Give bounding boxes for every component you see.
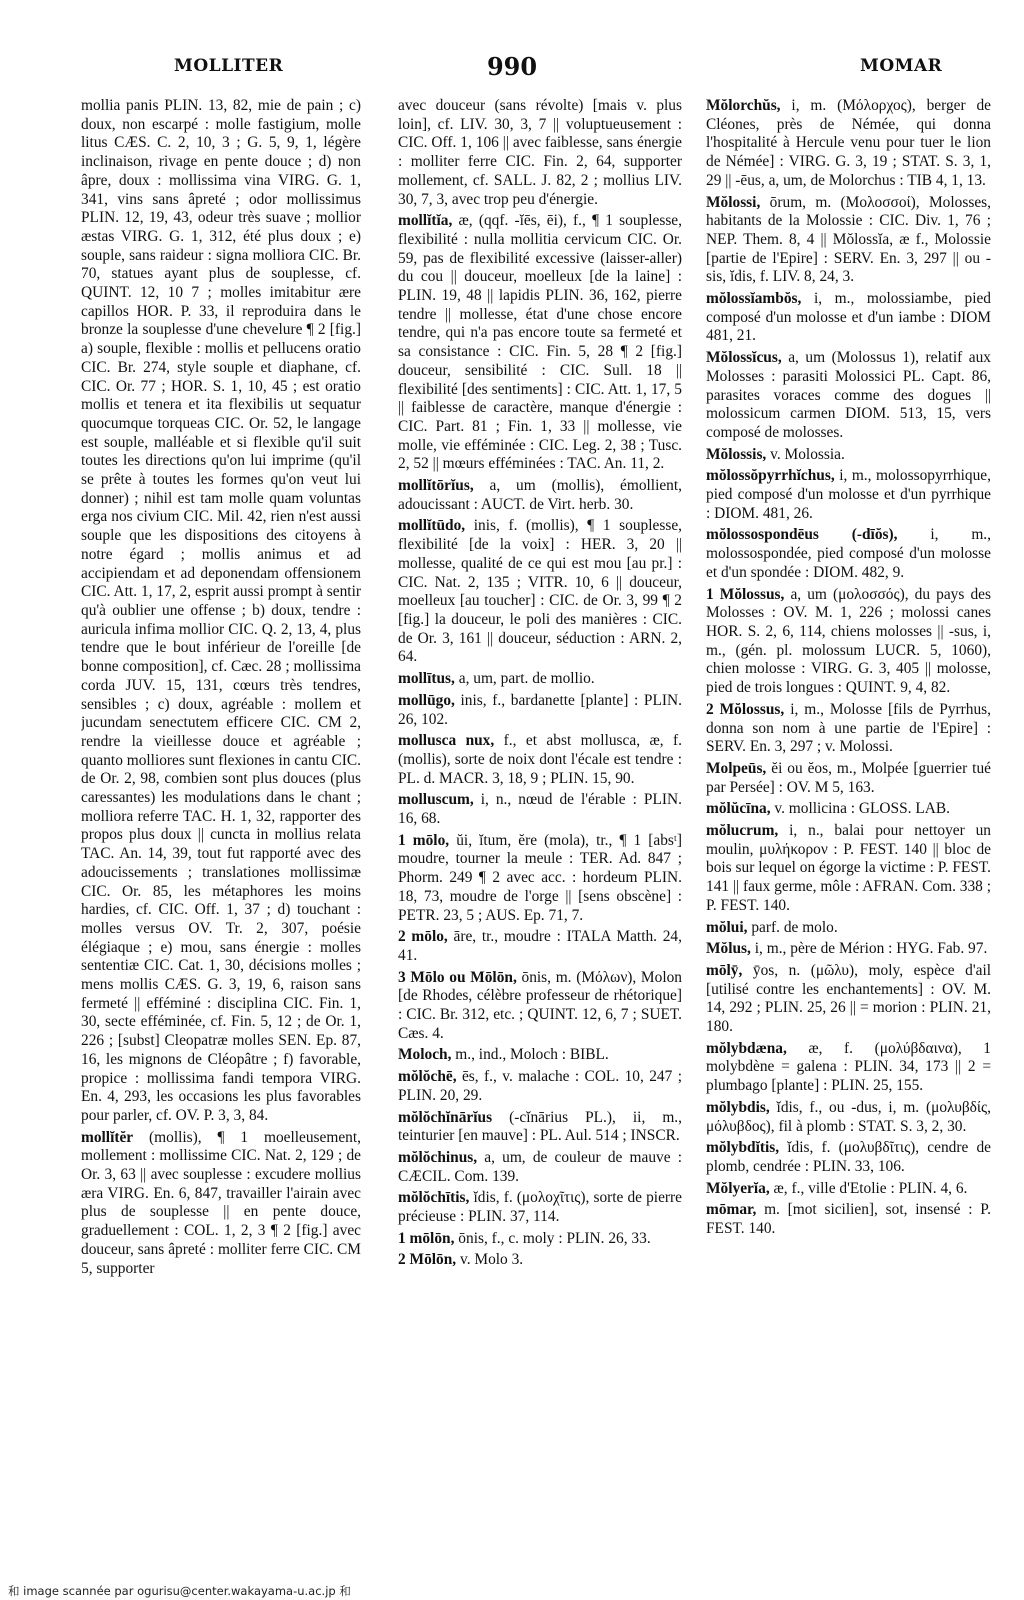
entry-headword: mollĭtĕr [81, 1128, 134, 1146]
dictionary-entry [398, 477, 682, 514]
entry-text: a, um (mollis), émollient, adoucissant : AUCT. de Virt. herb. 30. [398, 477, 682, 513]
entry-headword: 1 mōlōn, [398, 1229, 455, 1247]
page-number: 990 [486, 52, 538, 81]
dictionary-entry [706, 800, 991, 819]
entry-text: ōnis, m. (Μόλων), Molon [de Rhodes, célèbre professeur de rhétorique] : CIC. Br. 312, etc. ; QUINT. 12, 6, 7 ; SUET. Cæs. 4. [398, 968, 682, 1042]
entry-headword: molluscum, [398, 791, 474, 809]
entry-headword: 2 Mōlōn, [398, 1251, 457, 1269]
entry-text: a, um, part. de mollio. [458, 670, 595, 688]
dictionary-entry [706, 349, 991, 443]
entry-headword: mŏlŏchĭnārĭus [398, 1108, 493, 1126]
entry-text: æ, f. (μολύβδαινα), 1 molybdène = galena : PLIN. 34, 173 || 2 = plumbago [plante] : PLIN. 25, 155. [706, 1039, 991, 1095]
dictionary-entry [398, 1149, 682, 1186]
entry-headword: mŏlossĭambŏs, [706, 290, 802, 308]
entry-text: v. mollicina : GLOSS. LAB. [774, 800, 950, 818]
entry-text: i, n., nœud de l'érable : PLIN. 16, 68. [398, 791, 682, 828]
page-header [0, 52, 1024, 92]
dictionary-entry [706, 701, 991, 757]
entry-text: avec douceur (sans révolte) [mais v. plus loin], cf. LIV. 30, 3, 7 || voluptueusement : CIC. Off. 1, 106 || avec faiblesse, sans énergie : molliter ferre CIC. Fin. 2, 64, supporter mollement, cf. SALL. J. 82, 2 ; mollius LIV. 30, 7, 3, avec trop peu d'énergie. [398, 97, 682, 208]
entry-headword: mŏlybdis, [706, 1098, 770, 1116]
entry-text: ȳos, n. (μῶλυ), moly, espèce d'ail [utilisé contre les enchantements] : OV. M. 14, 292 ; PLIN. 25, 26 || = morion : PLIN. 21, 180. [706, 961, 991, 1036]
entry-headword: mollĭtĭa, [398, 212, 453, 230]
entry-text: (mollis), ¶ 1 moelleusement, mollement : mollissime CIC. Nat. 2, 129 ; de Or. 3, 63 || avec souplesse : excudere mollius æra VIRG. En. 6, 847, travailler l'airain avec plus de souplesse || en pente douce, graduellement : COL. 1, 2, 3 ¶ 2 [fig.] avec douceur, sans âpreté : molliter ferre CIC. CM 5, supporter [81, 1128, 361, 1277]
entry-text: æ, f., ville d'Etolie : PLIN. 4, 6. [773, 1179, 968, 1197]
dictionary-entry [706, 446, 991, 465]
entry-text: i, m., molossopyrrhique, pied composé d'un molosse et d'un pyrrhique : DIOM. 481, 26. [706, 467, 991, 522]
dictionary-entry [706, 467, 991, 523]
dictionary-entry [81, 1129, 361, 1279]
header-left-guideword: MOLLITER [174, 56, 284, 76]
entry-headword: mŏlŏchinus, [398, 1148, 478, 1166]
entry-text: v. Molossia. [770, 445, 845, 463]
entry-text: m. [mot sicilien], sot, insensé : P. FEST. 140. [706, 1201, 991, 1238]
dictionary-entry [706, 962, 991, 1037]
entry-headword: mŏlossospondēus (-dīŏs), [706, 526, 898, 544]
dictionary-entry [398, 1046, 682, 1065]
entry-text: ĭdis, f. (μολυβδῖτις), cendre de plomb, cendrée : PLIN. 33, 106. [706, 1139, 991, 1175]
entry-headword: Molpeūs, [706, 759, 767, 777]
entry-headword: mollusca nux, [398, 732, 495, 750]
entry-headword: mŏlui, [706, 918, 748, 936]
entry-text: inis, f., bardanette [plante] : PLIN. 26, 102. [398, 691, 682, 728]
dictionary-entry [398, 969, 682, 1044]
entry-headword: mŏlybdæna, [706, 1039, 787, 1057]
entry-text: ĭdis, f., ou -dus, i, m. (μολυβδίς, μόλυβδος), fil à plomb : STAT. S. 3, 2, 30. [706, 1098, 991, 1135]
entry-text: i, m., père de Mérion : HYG. Fab. 97. [754, 940, 988, 958]
entry-headword: Mŏlossis, [706, 445, 767, 463]
dictionary-entry [398, 832, 682, 926]
dictionary-entry [706, 194, 991, 288]
dictionary-entry [706, 1201, 991, 1238]
entry-headword: Mŏlorchŭs, [706, 97, 781, 114]
entry-text: inis, f. (mollis), ¶ 1 souplesse, flexibilité [de la voix] : HER. 3, 20 || mollesse, qualité de ce qui est mou [au pr.] : CIC. Nat. 2, 135 ; VITR. 10, 6 || douceur, moelleux [au toucher] : CIC. de Or. 3, 99 ¶ 2 [fig.] la douceur, le poli des manières : CIC. de Or. 3, 161 || douceur, séduction : ARN. 2, 64. [398, 517, 682, 666]
entry-headword: 2 Mŏlossus, [706, 700, 785, 718]
entry-headword: Moloch, [398, 1046, 452, 1064]
column-2 [398, 97, 682, 1577]
entry-text: m., ind., Moloch : BIBL. [455, 1046, 609, 1064]
entry-text: mollia panis PLIN. 13, 82, mie de pain ; c) doux, non escarpé : molle fastigium, molle litus CÆS. C. 2, 10, 3 ; G. 5, 9, 1, légère inclinaison, rivage en pente douce ; d) non âpre, doux : mollissima vina VIRG. G. 1, 341, vins sans âpreté ; odor mollissimus PLIN. 12, 19, 43, odeur très suave ; mollior æstas VIRG. G. 1, 312, été plus doux ; e) souple, sans raideur : signa molliora CIC. Br. 70, statues ayant plus de souplesse, cf. QUINT. 12, 10 7 ; molles imitabitur ære capillos HOR. P. 33, il reproduira dans le bronze la souplesse d'une chevelure ¶ 2 [fig.] a) souple, flexible : mollis et pellucens oratio CIC. Br. 274, style souple et diaphane, cf. CIC. Or. 77 ; HOR. S. 1, 10, 45 ; est oratio mollis et tenera et ita flexibilis ut sequatur quocumque torqueas CIC. Or. 52, le langage est souple, malléable et si flexible qu'il suit toutes les directions qu'on lui imprime (qu'il se prête à toutes les formes qu'on veut lui donner) ; nihil est tam molle quam voluntas erga nos civium CIC. Mil. 42, rien n'est aussi souple que les dispositions des citoyens à notre égard ; mollis animus et ad accipiendam et ad deponendam offensionem CIC. Att. 1, 17, 2, esprit aussi prompt à sentir qu'à oublier une offense ; b) doux, tendre : auricula infima mollior CIC. Q. 2, 13, 4, plus tendre que le bout inférieur de l'oreille [de bonne composition], cf. Cæc. 28 ; mollissima corda JUV. 15, 131, cœurs très tendres, sensibles ; c) doux, agréable : mollem et jucundam senectutem efficere CIC. CM 2, rendre la vieillesse douce et agréable ; quanto molliores sunt flexiones in cantu CIC. de Or. 2, 98, combien sont plus douces (plus caressantes) les modulations dans le chant ; molliora referre TAC. H. 1, 32, rapporter des propos plus doux || cuncta in mollius relata TAC. An. 14, 39, tout fut rapporté avec des adoucissements ; translationes mollissimæ CIC. Or. 85, les métaphores les moins hardies, cf. CIC. Off. 1, 37 ; d) touchant : molles versus OV. Tr. 2, 307, poésie élégiaque ; e) mou, sans énergie : molles sententiæ CIC. Cat. 1, 30, décisions molles ; mens mollis CÆS. G. 3, 19, 6, raison sans fermeté || efféminé : disciplina CIC. Fin. 1, 30, secte efféminée, cf. Fin. 5, 12 ; de Or. 1, 226 ; [subst] Cleopatræ molles SEN. Ep. 87, 16, les mignons de Cléopâtre ; f) favorable, propice : mollissima fandi tempora VIRG. En. 4, 293, les occasions les plus favorables pour parler, cf. OV. P. 3, 3, 84. [81, 97, 361, 1124]
entry-headword: mollĭtūdo, [398, 517, 466, 535]
dictionary-entry [398, 732, 682, 788]
entry-headword: mollītus, [398, 670, 455, 688]
entry-headword: mŏlossŏpyrrhĭchus, [706, 467, 835, 485]
entry-text: a, um (μολοσσός), du pays des Molosses : OV. M. 1, 226 ; molossi canes HOR. S. 2, 6, 114, chiens molosses || -sus, i, m., (gén. pl. molossum LUCR. 5, 1060), chien molosse : VIRG. G. 3, 405 || molosse, pied de trois longues : QUINT. 9, 4, 82. [706, 585, 991, 697]
column-1 [81, 97, 361, 1577]
entry-headword: 1 Mŏlossus, [706, 585, 785, 603]
dictionary-entry [398, 212, 682, 474]
dictionary-entry [706, 1139, 991, 1176]
entry-headword: Mŏlyerĭa, [706, 1179, 770, 1197]
scan-credit: 和 image scannée par ogurisu@center.wakayama-u.ac.jp 和 [8, 1584, 351, 1598]
entry-text: a, um, de couleur de mauve : CÆCIL. Com. 139. [398, 1148, 682, 1185]
entry-text: a, um (Molossus 1), relatif aux Molosses : parasiti Molossici PL. Capt. 86, parasites voraces comme des dogues || molossicum carmen DIOM. 513, 15, vers composé de molosses. [706, 349, 991, 441]
entry-text: v. Molo 3. [460, 1251, 524, 1269]
entry-text: ĕi ou ĕos, m., Molpée [guerrier tué par Persée] : OV. M 5, 163. [706, 759, 991, 796]
entry-text: āre, tr., moudre : ITALA Matth. 24, 41. [398, 928, 682, 964]
dictionary-entry [706, 940, 991, 959]
entry-headword: Mŏlossĭcus, [706, 349, 782, 367]
entry-text: i, n., balai pour nettoyer un moulin, μυλήκορον : P. FEST. 140 || bloc de bois sur lequel on égorge la victime : P. FEST. 141 || faux germe, môle : AFRAN. Com. 338 ; P. FEST. 140. [706, 822, 991, 914]
dictionary-entry [706, 760, 991, 797]
dictionary-entry [706, 919, 991, 938]
dictionary-entry [706, 1099, 991, 1136]
entry-text: i, m., molossospondée, pied composé d'un molosse et d'un spondée : DIOM. 482, 9. [706, 526, 991, 581]
entry-text: i, m., Molosse [fils de Pyrrhus, donna son nom à une partie de l'Epire] : SERV. En. 3, 297 ; v. Molossi. [706, 700, 991, 756]
entry-headword: 2 mōlo, [398, 928, 448, 946]
entry-headword: mŏlybdĭtis, [706, 1139, 780, 1157]
entry-text: i, m., molossiambe, pied composé d'un molosse et d'un iambe : DIOM 481, 21. [706, 290, 991, 345]
dictionary-entry [398, 1109, 682, 1146]
entry-text: parf. de molo. [751, 918, 838, 936]
entry-headword: mŏlŏchītis, [398, 1189, 470, 1207]
dictionary-entry [706, 586, 991, 698]
entry-headword: Mŏlus, [706, 940, 751, 958]
dictionary-entry [398, 670, 682, 689]
entry-headword: mōlȳ, [706, 961, 743, 979]
entry-headword: mōmar, [706, 1201, 757, 1219]
dictionary-entry [398, 1068, 682, 1105]
dictionary-entry [81, 97, 361, 1126]
dictionary-entry [398, 1251, 682, 1270]
entry-text: ēs, f., v. malache : COL. 10, 247 ; PLIN. 20, 29. [398, 1068, 682, 1104]
dictionary-entry [398, 1230, 682, 1249]
dictionary-entry [398, 791, 682, 828]
entry-text: ĭdis, f. (μολοχῖτις), sorte de pierre précieuse : PLIN. 37, 114. [398, 1189, 682, 1226]
entry-headword: 1 mōlo, [398, 831, 450, 849]
dictionary-entry [398, 97, 682, 209]
header-right-guideword: MOMAR [860, 56, 943, 76]
dictionary-entry [706, 1040, 991, 1096]
entry-text: ōnis, f., c. moly : PLIN. 26, 33. [458, 1229, 651, 1247]
entry-text: i, m. (Μόλορχος), berger de Cléones, près de Némée, qui donna l'hospitalité à Hercule venu pour tuer le lion de Némée] : VIRG. G. 3, 19 ; STAT. S. 3, 1, 29 || -ēus, a, um, de Molorchus : TIB 4, 1, 13. [706, 97, 991, 189]
entry-text: ōrum, m. (Μολοσσοί), Molosses, habitants de la Molossie : CIC. Div. 1, 76 ; NEP. Them. 8, 4 || Mŏlossĭa, æ f., Molossie [partie de l'Epire] : SERV. En. 3, 297 || ou -sis, ĭdis, f. LIV. 8, 24, 3. [706, 193, 991, 286]
entry-headword: 3 Mōlo ou Mōlōn, [398, 968, 517, 986]
entry-headword: mollĭtōrĭus, [398, 477, 474, 495]
dictionary-entry [706, 97, 991, 191]
dictionary-entry [706, 1180, 991, 1199]
entry-headword: mŏlŏchē, [398, 1068, 457, 1086]
dictionary-entry [398, 692, 682, 729]
entry-text: f., et abst mollusca, æ, f. (mollis), sorte de noix dont l'écale est tendre : PL. d. MACR. 3, 18, 9 ; PLIN. 15, 90. [398, 732, 682, 787]
dictionary-entry [398, 928, 682, 965]
dictionary-entry [398, 517, 682, 667]
entry-text: (-cĭnārius PL.), ii, m., teinturier [en mauve] : PL. Aul. 514 ; INSCR. [398, 1108, 682, 1145]
dictionary-entry [706, 526, 991, 582]
entry-text: ŭi, ĭtum, ĕre (mola), tr., ¶ 1 [absᵗ] moudre, tourner la meule : TER. Ad. 847 ; Phorm. 249 ¶ 2 avec acc. : hordeum PLIN. 18, 73, moudre de l'orge || [sens obscène] : PETR. 23, 5 ; AUS. Ep. 71, 7. [398, 831, 682, 924]
entry-headword: Mŏlossi, [706, 193, 761, 211]
entry-text: æ, (qqf. -ĭēs, ēi), f., ¶ 1 souplesse, flexibilité : nulla mollitia cervicum CIC. Or. 59, pas de flexibilité excessive (laisser-aller) du cou || douceur, moelleux [de la laine] : PLIN. 19, 48 || lapidis PLIN. 36, 162, pierre tendre || mollesse, état d'une chose encore tendre, qui n'a pas encore toute sa fermeté et sa consistance : CIC. Fin. 5, 28 ¶ 2 [fig.] douceur, sensibilité : CIC. Sull. 18 || flexibilité [des sentiments] : CIC. Att. 1, 17, 5 || faiblesse de caractère, manque d'énergie : CIC. Part. 81 ; Fin. 1, 33 || mollesse, vie molle, vie efféminée : CIC. Leg. 2, 38 ; Tusc. 2, 52 || mœurs efféminées : TAC. An. 11, 2. [398, 212, 682, 473]
entry-headword: mŏlucrum, [706, 822, 779, 840]
dictionary-entry [706, 822, 991, 916]
dictionary-entry [706, 290, 991, 346]
entry-headword: mŏlŭcīna, [706, 800, 771, 818]
entry-headword: mollūgo, [398, 691, 455, 709]
column-3 [706, 97, 991, 1577]
dictionary-entry [398, 1189, 682, 1226]
